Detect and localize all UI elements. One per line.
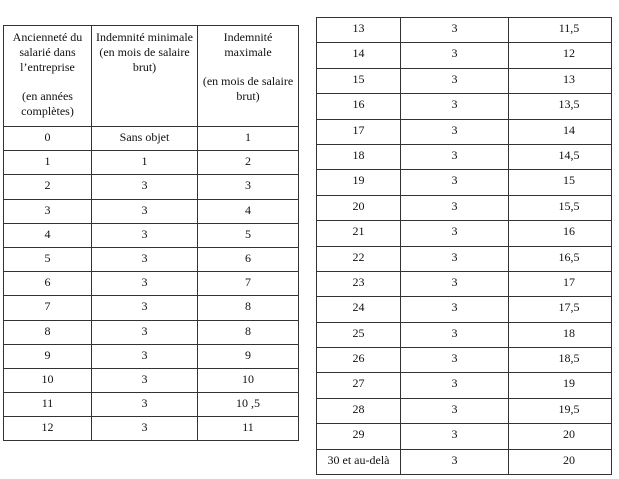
min-indemnity-cell: 3 bbox=[401, 18, 509, 43]
max-indemnity-cell: 10 bbox=[198, 368, 299, 392]
header-max-line: maximale bbox=[224, 45, 272, 59]
table-row bbox=[4, 368, 299, 392]
seniority-cell: 27 bbox=[317, 373, 401, 398]
table-row bbox=[317, 322, 612, 347]
seniority-cell: 14 bbox=[317, 43, 401, 68]
seniority-cell: 11 bbox=[4, 393, 92, 417]
header-seniority-line: Ancienneté du bbox=[12, 30, 83, 44]
max-indemnity-cell: 1 bbox=[198, 127, 299, 151]
seniority-cell: 26 bbox=[317, 348, 401, 373]
min-indemnity-cell: 3 bbox=[92, 272, 198, 296]
min-indemnity-cell: 3 bbox=[401, 322, 509, 347]
header-seniority-line: salarié dans bbox=[19, 45, 76, 59]
seniority-cell: 25 bbox=[317, 322, 401, 347]
seniority-cell: 0 bbox=[4, 127, 92, 151]
seniority-cell: 4 bbox=[4, 223, 92, 247]
max-indemnity-cell: 17,5 bbox=[509, 297, 612, 322]
min-indemnity-cell: 3 bbox=[92, 393, 198, 417]
min-indemnity-cell: 3 bbox=[92, 223, 198, 247]
seniority-cell: 19 bbox=[317, 170, 401, 195]
min-indemnity-cell: 3 bbox=[401, 119, 509, 144]
max-indemnity-cell: 16 bbox=[509, 221, 612, 246]
max-indemnity-cell: 11 bbox=[198, 417, 299, 441]
header-min-line: (en mois de salaire bbox=[99, 45, 190, 59]
table-row bbox=[317, 271, 612, 296]
min-indemnity-cell: 3 bbox=[401, 449, 509, 474]
right-table-body bbox=[317, 18, 612, 475]
max-indemnity-cell: 7 bbox=[198, 272, 299, 296]
max-indemnity-cell: 12 bbox=[509, 43, 612, 68]
seniority-cell: 29 bbox=[317, 424, 401, 449]
table-row bbox=[317, 119, 612, 144]
max-indemnity-cell: 14 bbox=[509, 119, 612, 144]
min-indemnity-cell: 3 bbox=[92, 417, 198, 441]
max-indemnity-cell: 8 bbox=[198, 320, 299, 344]
seniority-cell: 3 bbox=[4, 199, 92, 223]
header-max-indemnity bbox=[198, 26, 299, 127]
seniority-cell: 16 bbox=[317, 94, 401, 119]
max-indemnity-cell: 5 bbox=[198, 223, 299, 247]
min-indemnity-cell: 3 bbox=[401, 68, 509, 93]
seniority-cell: 10 bbox=[4, 368, 92, 392]
max-indemnity-cell: 4 bbox=[198, 199, 299, 223]
table-row bbox=[317, 18, 612, 43]
max-indemnity-cell: 8 bbox=[198, 296, 299, 320]
table-row bbox=[317, 68, 612, 93]
max-indemnity-cell: 14,5 bbox=[509, 144, 612, 169]
header-seniority-line: complètes) bbox=[21, 104, 74, 118]
min-indemnity-cell: 3 bbox=[401, 424, 509, 449]
table-row bbox=[317, 43, 612, 68]
seniority-cell: 22 bbox=[317, 246, 401, 271]
severance-table-left bbox=[3, 25, 299, 441]
min-indemnity-cell: 3 bbox=[401, 94, 509, 119]
min-indemnity-cell: 3 bbox=[401, 144, 509, 169]
table-row bbox=[4, 393, 299, 417]
table-row bbox=[317, 348, 612, 373]
seniority-cell: 9 bbox=[4, 344, 92, 368]
max-indemnity-cell: 16,5 bbox=[509, 246, 612, 271]
max-indemnity-cell: 19,5 bbox=[509, 398, 612, 423]
min-indemnity-cell: 3 bbox=[401, 271, 509, 296]
table-row bbox=[317, 221, 612, 246]
table-row bbox=[317, 424, 612, 449]
seniority-cell: 13 bbox=[317, 18, 401, 43]
seniority-cell: 8 bbox=[4, 320, 92, 344]
header-max-line: (en mois de salaire bbox=[202, 74, 294, 88]
seniority-cell: 18 bbox=[317, 144, 401, 169]
seniority-cell: 28 bbox=[317, 398, 401, 423]
max-indemnity-cell: 18 bbox=[509, 322, 612, 347]
header-min-line: brut) bbox=[132, 60, 157, 74]
table-row bbox=[4, 296, 299, 320]
table-row bbox=[317, 246, 612, 271]
seniority-cell: 23 bbox=[317, 271, 401, 296]
seniority-cell: 30 et au-delà bbox=[317, 449, 401, 474]
min-indemnity-cell: 3 bbox=[401, 373, 509, 398]
seniority-cell: 12 bbox=[4, 417, 92, 441]
min-indemnity-cell: 1 bbox=[92, 151, 198, 175]
table-row bbox=[4, 272, 299, 296]
seniority-cell: 15 bbox=[317, 68, 401, 93]
max-indemnity-cell: 9 bbox=[198, 344, 299, 368]
header-min-indemnity bbox=[92, 26, 198, 127]
min-indemnity-cell: 3 bbox=[92, 175, 198, 199]
min-indemnity-cell: 3 bbox=[401, 43, 509, 68]
min-indemnity-cell: 3 bbox=[401, 246, 509, 271]
max-indemnity-cell: 2 bbox=[198, 151, 299, 175]
left-table-body bbox=[4, 127, 299, 441]
min-indemnity-cell: 3 bbox=[401, 398, 509, 423]
min-indemnity-cell: 3 bbox=[401, 348, 509, 373]
seniority-cell: 20 bbox=[317, 195, 401, 220]
min-indemnity-cell: 3 bbox=[92, 247, 198, 271]
header-seniority bbox=[4, 26, 92, 127]
seniority-cell: 17 bbox=[317, 119, 401, 144]
max-indemnity-cell: 15 bbox=[509, 170, 612, 195]
min-indemnity-cell: Sans objet bbox=[92, 127, 198, 151]
table-row bbox=[317, 398, 612, 423]
table-header-row bbox=[4, 26, 299, 127]
table-row bbox=[317, 373, 612, 398]
max-indemnity-cell: 20 bbox=[509, 424, 612, 449]
min-indemnity-cell: 3 bbox=[92, 199, 198, 223]
header-min-line: Indemnité minimale bbox=[96, 30, 193, 44]
table-row bbox=[4, 320, 299, 344]
max-indemnity-cell: 6 bbox=[198, 247, 299, 271]
table-row bbox=[4, 151, 299, 175]
min-indemnity-cell: 3 bbox=[401, 170, 509, 195]
max-indemnity-cell: 20 bbox=[509, 449, 612, 474]
max-indemnity-cell: 18,5 bbox=[509, 348, 612, 373]
max-indemnity-cell: 11,5 bbox=[509, 18, 612, 43]
min-indemnity-cell: 3 bbox=[92, 368, 198, 392]
min-indemnity-cell: 3 bbox=[92, 296, 198, 320]
max-indemnity-cell: 17 bbox=[509, 271, 612, 296]
seniority-cell: 5 bbox=[4, 247, 92, 271]
table-row bbox=[317, 170, 612, 195]
table-row bbox=[4, 223, 299, 247]
table-row bbox=[4, 175, 299, 199]
min-indemnity-cell: 3 bbox=[92, 320, 198, 344]
header-max-line: Indemnité bbox=[223, 30, 273, 44]
min-indemnity-cell: 3 bbox=[92, 344, 198, 368]
table-row bbox=[317, 195, 612, 220]
table-row bbox=[4, 417, 299, 441]
min-indemnity-cell: 3 bbox=[401, 297, 509, 322]
max-indemnity-cell: 3 bbox=[198, 175, 299, 199]
max-indemnity-cell: 10 ,5 bbox=[198, 393, 299, 417]
seniority-cell: 2 bbox=[4, 175, 92, 199]
table-row bbox=[317, 297, 612, 322]
seniority-cell: 6 bbox=[4, 272, 92, 296]
min-indemnity-cell: 3 bbox=[401, 221, 509, 246]
max-indemnity-cell: 13,5 bbox=[509, 94, 612, 119]
seniority-cell: 7 bbox=[4, 296, 92, 320]
table-row bbox=[4, 344, 299, 368]
max-indemnity-cell: 19 bbox=[509, 373, 612, 398]
severance-table-right bbox=[316, 17, 612, 475]
max-indemnity-cell: 13 bbox=[509, 68, 612, 93]
seniority-cell: 24 bbox=[317, 297, 401, 322]
seniority-cell: 1 bbox=[4, 151, 92, 175]
seniority-cell: 21 bbox=[317, 221, 401, 246]
table-row bbox=[4, 199, 299, 223]
table-row bbox=[317, 449, 612, 474]
table-row bbox=[4, 247, 299, 271]
header-seniority-line: l’entreprise bbox=[20, 60, 75, 74]
table-row bbox=[4, 127, 299, 151]
table-row bbox=[317, 144, 612, 169]
header-max-line: brut) bbox=[236, 89, 260, 103]
min-indemnity-cell: 3 bbox=[401, 195, 509, 220]
table-row bbox=[317, 94, 612, 119]
max-indemnity-cell: 15,5 bbox=[509, 195, 612, 220]
header-seniority-line: (en années bbox=[22, 89, 73, 103]
